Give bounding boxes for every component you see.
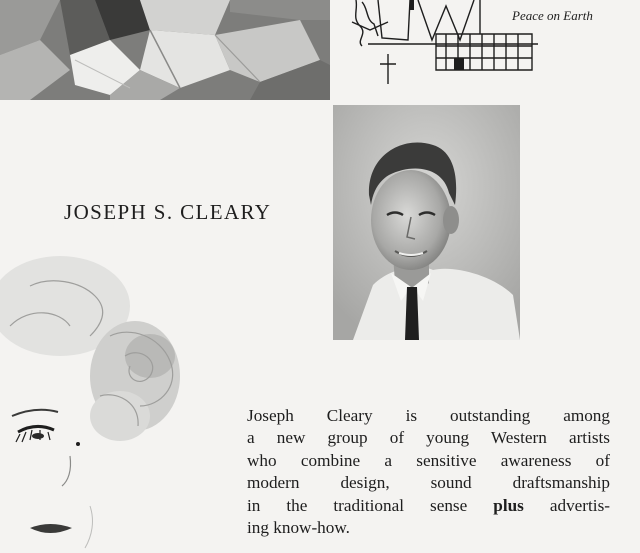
face-sketch-graphic — [0, 266, 192, 548]
bio-bold-word: plus — [493, 495, 524, 515]
bio-line: Joseph Cleary is outstanding among — [247, 406, 610, 425]
artist-name-heading: JOSEPH S. CLEARY — [64, 200, 272, 224]
bio-line: modern design, sound draftsmanship — [247, 473, 610, 493]
illustration-caption: Peace on Earth — [512, 8, 593, 23]
bio-line — [247, 495, 610, 517]
bio-text-segment: advertis- — [523, 495, 610, 515]
ink-drawing-graphic — [348, 0, 593, 86]
fabric-photo — [0, 0, 330, 100]
bio-line: ing know-how. — [247, 517, 350, 537]
bio-text-segment: in the traditional sense — [247, 495, 494, 515]
fabric-photo-graphic — [0, 0, 330, 100]
bio-line: who combine a sensitive awareness of — [247, 450, 610, 470]
peace-on-earth-illustration — [348, 0, 593, 86]
bio-line: a new group of young Western artists — [247, 428, 610, 448]
artist-portrait — [333, 105, 520, 340]
face-sketch-illustration — [0, 266, 192, 548]
artist-bio-paragraph — [247, 405, 610, 539]
portrait-graphic — [333, 105, 520, 340]
